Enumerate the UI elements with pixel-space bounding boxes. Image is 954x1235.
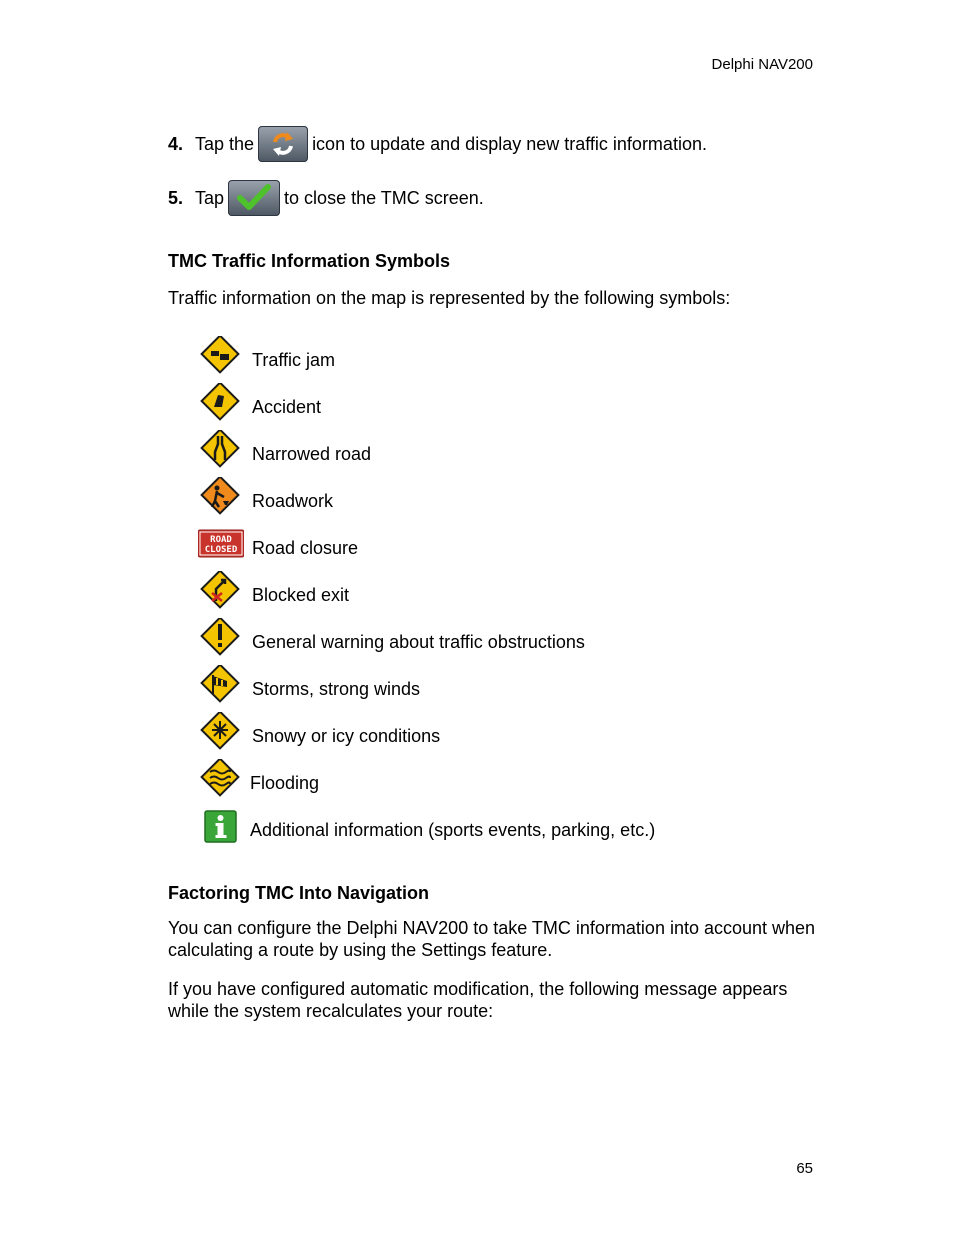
symbol-label: General warning about traffic obstructions	[252, 632, 585, 652]
symbol-row-flooding	[198, 759, 798, 805]
symbol-label: Additional information (sports events, parking, etc.)	[250, 820, 656, 840]
refresh-icon	[258, 126, 308, 162]
info-icon	[198, 806, 244, 852]
roadwork-icon	[198, 477, 244, 523]
symbol-row-storms	[198, 665, 798, 711]
step-5	[168, 180, 484, 216]
step-text-before: Tap the	[195, 133, 255, 154]
paragraph: You can configure the Delphi NAV200 to take TMC information into account when calculating a route by using the Settings feature.	[168, 918, 816, 960]
symbol-row-snow	[198, 712, 798, 758]
blocked-exit-icon	[198, 571, 244, 617]
step-text-after: icon to update and display new traffic information.	[312, 133, 707, 154]
snowflake-icon	[198, 712, 244, 758]
step-number: 4.	[168, 133, 184, 154]
step-4	[168, 126, 707, 162]
symbol-row-additional-info	[198, 806, 798, 852]
symbol-row-narrowed-road	[198, 430, 798, 476]
narrowed-road-icon	[198, 430, 244, 476]
road-closed-icon	[198, 524, 244, 570]
symbol-row-road-closure	[198, 524, 798, 570]
paragraph: If you have configured automatic modification, the following message appears while the system recalculates your route:	[168, 979, 788, 1021]
symbol-label: Flooding	[250, 773, 320, 793]
symbol-label: Storms, strong winds	[252, 679, 421, 699]
symbol-label: Roadwork	[252, 491, 334, 511]
checkmark-icon	[228, 180, 280, 216]
symbol-row-accident	[198, 383, 798, 429]
wind-icon	[198, 665, 244, 711]
warning-icon	[198, 618, 244, 664]
symbol-label: Traffic jam	[252, 350, 336, 370]
accident-icon	[198, 383, 244, 429]
road-closed-line-1: ROAD	[210, 535, 232, 545]
step-text-after: to close the TMC screen.	[284, 187, 484, 208]
symbol-row-general-warning	[198, 618, 798, 664]
section-intro: Traffic information on the map is represented by the following symbols:	[168, 288, 731, 308]
page-header: Delphi NAV200	[711, 56, 813, 73]
page-number: 65	[796, 1160, 813, 1177]
step-text-before: Tap	[195, 187, 225, 208]
step-number: 5.	[168, 187, 184, 208]
flooding-icon	[198, 759, 244, 805]
symbol-row-blocked-exit	[198, 571, 798, 617]
symbol-label: Accident	[252, 397, 322, 417]
traffic-jam-icon	[198, 336, 244, 382]
symbol-label: Road closure	[252, 538, 359, 558]
road-closed-line-2: CLOSED	[204, 545, 238, 555]
symbol-row-roadwork	[198, 477, 798, 523]
symbol-label: Blocked exit	[252, 585, 350, 605]
symbol-label: Snowy or icy conditions	[252, 726, 441, 746]
section-heading: TMC Traffic Information Symbols	[168, 251, 451, 271]
section-heading: Factoring TMC Into Navigation	[168, 883, 429, 903]
symbol-label: Narrowed road	[252, 444, 372, 464]
symbol-row-traffic-jam	[198, 336, 798, 382]
